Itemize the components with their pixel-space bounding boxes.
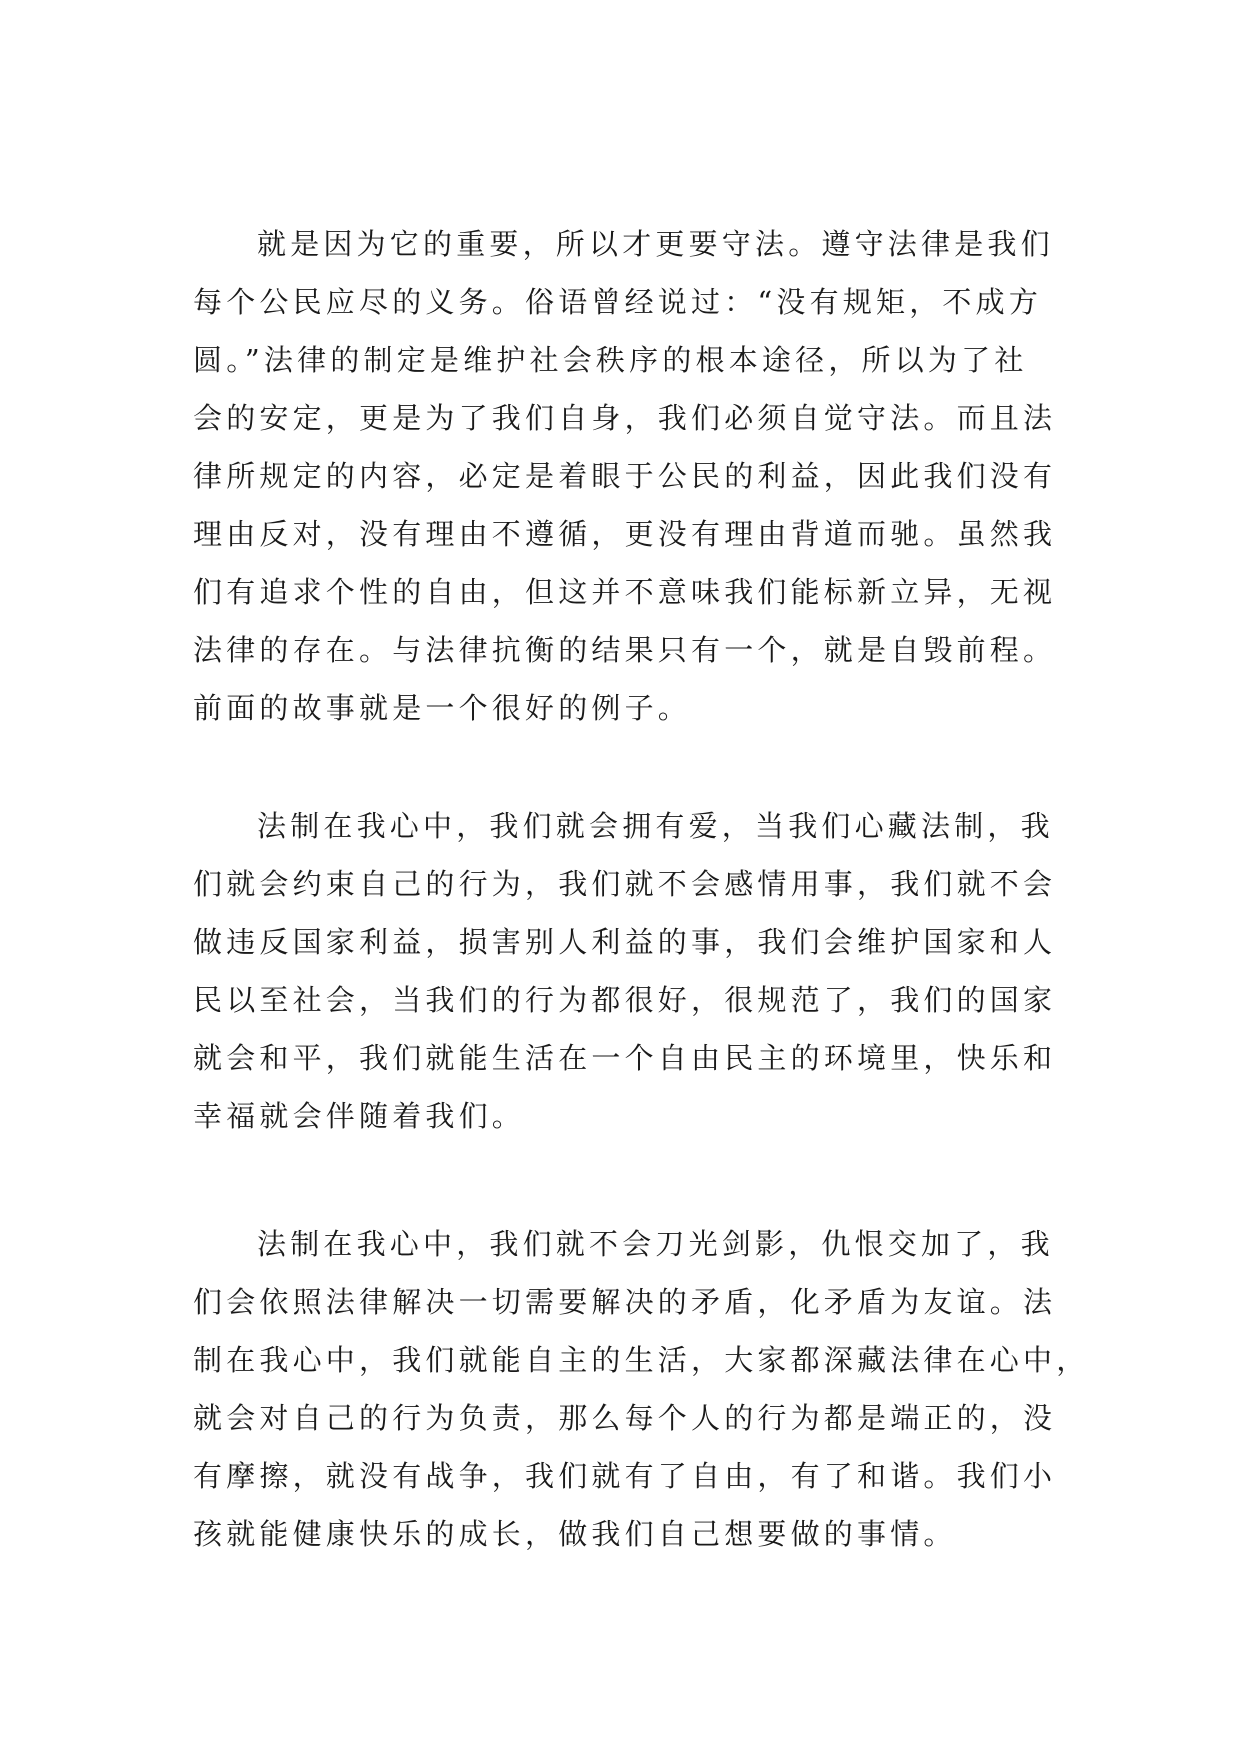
text-line: 们有追求个性的自由，但这并不意味我们能标新立异，无视 [193, 575, 1057, 609]
paragraph-1 [193, 215, 1073, 737]
text-line: 法制在我心中，我们就不会刀光剑影，仇恨交加了，我 [257, 1227, 1054, 1261]
text-line: 法律的存在。与法律抗衡的结果只有一个，就是自毁前程。 [193, 633, 1057, 667]
text-line: 理由反对，没有理由不遵循，更没有理由背道而驰。虽然我 [193, 517, 1057, 551]
text-line: 幸福就会伴随着我们。 [193, 1099, 526, 1133]
text-line: 圆。”法律的制定是维护社会秩序的根本途径，所以为了社 [193, 343, 1028, 377]
paragraph-3 [193, 1215, 1090, 1563]
text-line: 前面的故事就是一个很好的例子。 [193, 691, 692, 725]
paragraph-2 [193, 797, 1073, 1145]
text-line: 有摩擦，就没有战争，我们就有了自由，有了和谐。我们小 [193, 1459, 1057, 1493]
text-line: 每个公民应尽的义务。俗语曾经说过：“没有规矩，不成方 [193, 285, 1043, 319]
text-line: 就是因为它的重要，所以才更要守法。遵守法律是我们 [257, 227, 1054, 261]
text-line: 就会对自己的行为负责，那么每个人的行为都是端正的，没 [193, 1401, 1057, 1435]
text-line: 们会依照法律解决一切需要解决的矛盾，化矛盾为友谊。法 [193, 1285, 1057, 1319]
text-line: 做违反国家利益，损害别人利益的事，我们会维护国家和人 [193, 925, 1057, 959]
text-line: 法制在我心中，我们就会拥有爱，当我们心藏法制，我 [257, 809, 1054, 843]
text-line: 们就会约束自己的行为，我们就不会感情用事，我们就不会 [193, 867, 1057, 901]
text-line: 孩就能健康快乐的成长，做我们自己想要做的事情。 [193, 1517, 957, 1551]
text-line: 律所规定的内容，必定是着眼于公民的利益，因此我们没有 [193, 459, 1057, 493]
text-line: 就会和平，我们就能生活在一个自由民主的环境里，快乐和 [193, 1041, 1057, 1075]
text-line: 会的安定，更是为了我们自身，我们必须自觉守法。而且法 [193, 401, 1057, 435]
text-line: 制在我心中，我们就能自主的生活，大家都深藏法律在心中， [193, 1343, 1090, 1377]
text-line: 民以至社会，当我们的行为都很好，很规范了，我们的国家 [193, 983, 1057, 1017]
